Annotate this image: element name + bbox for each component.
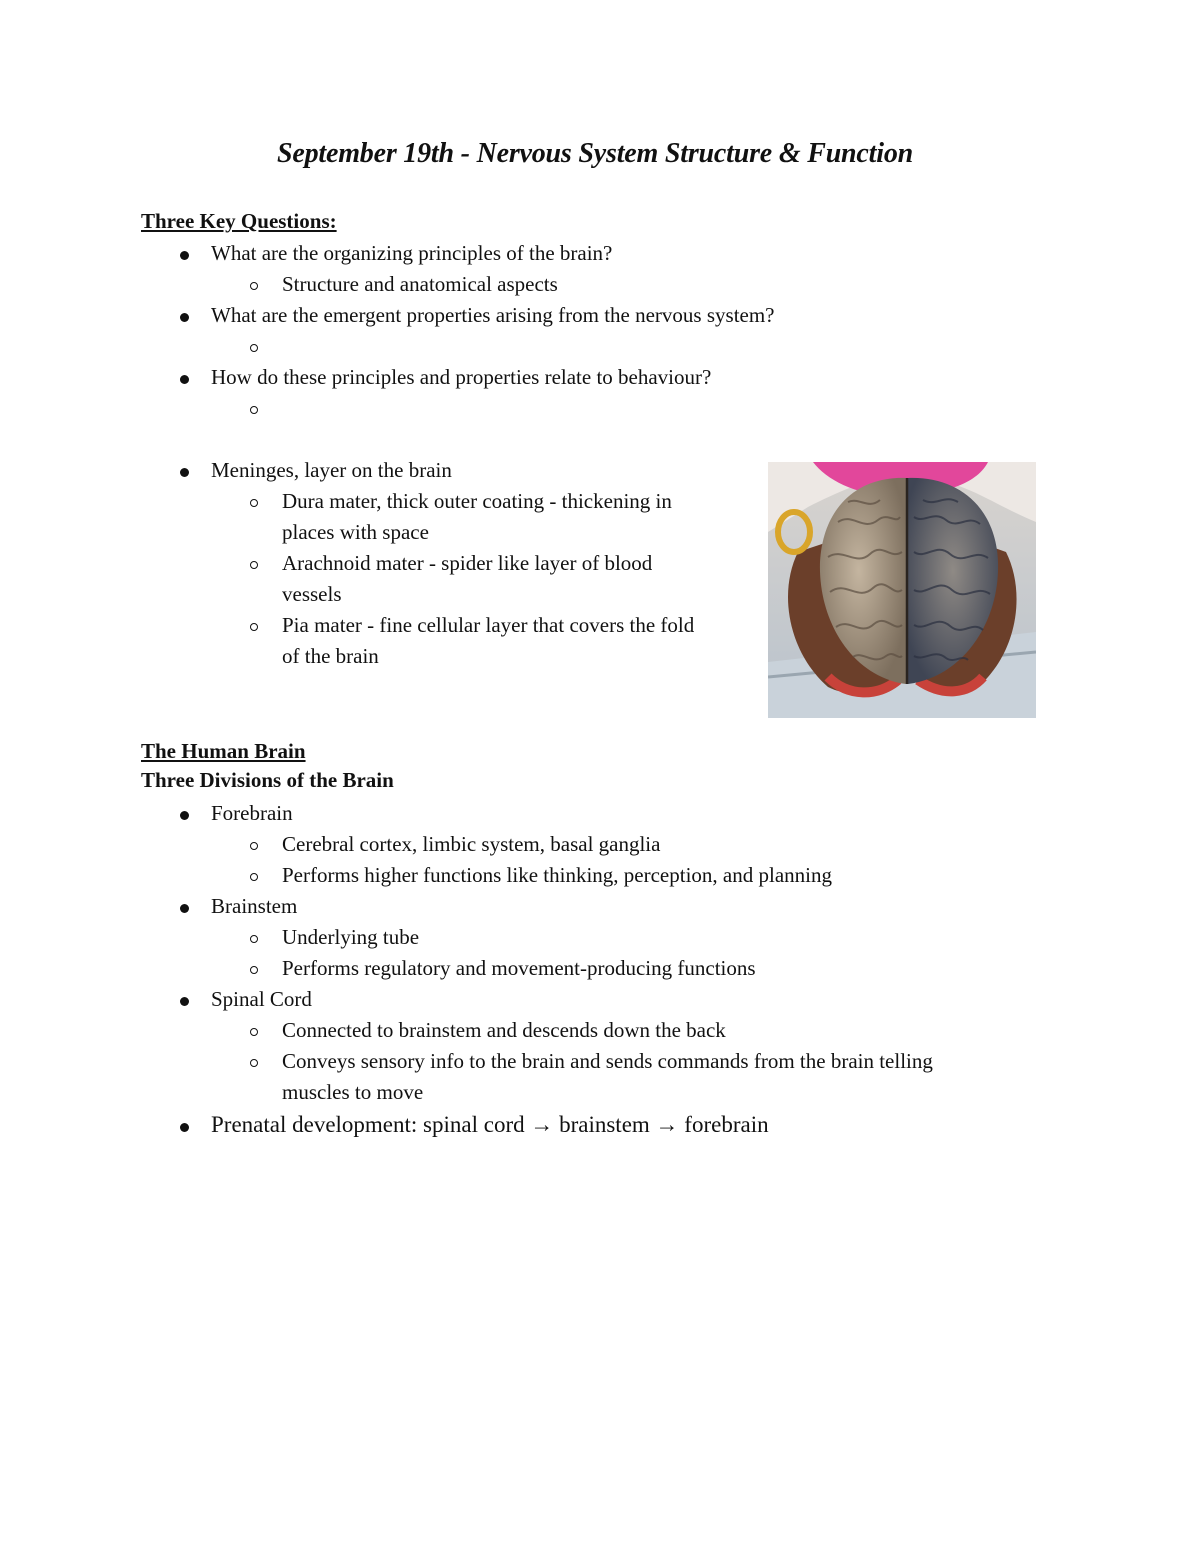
bullet-icon (180, 313, 189, 322)
question-1: What are the organizing principles of the brain? (211, 241, 613, 265)
brain-photo-icon (768, 462, 1036, 718)
spinal-cord-item: Spinal Cord (211, 987, 312, 1011)
forebrain-item: Forebrain (211, 801, 293, 825)
spinal-cord-sub-2-cont: muscles to move (282, 1080, 424, 1104)
pia-mater-line-1: Pia mater - fine cellular layer that covers the fold (282, 613, 695, 637)
sub-bullet-icon (250, 1028, 258, 1036)
page-title: September 19th - Nervous System Structure & Function (277, 138, 913, 169)
bullet-icon (180, 997, 189, 1006)
sub-bullet-icon (250, 1059, 258, 1067)
human-brain-heading: The Human Brain (141, 739, 306, 763)
spinal-cord-sub-1: Connected to brainstem and descends down the back (282, 1018, 726, 1042)
sub-bullet-icon (250, 499, 258, 507)
question-3: How do these principles and properties relate to behaviour? (211, 365, 712, 389)
brainstem-sub-2: Performs regulatory and movement-producing functions (282, 956, 756, 980)
sub-bullet-icon (250, 842, 258, 850)
sub-bullet-icon (250, 561, 258, 569)
prenatal-development: Prenatal development: spinal cord → brainstem → forebrain (211, 1112, 769, 1137)
question-1-sub: Structure and anatomical aspects (282, 272, 558, 296)
sub-bullet-icon (250, 873, 258, 881)
forebrain-sub-1: Cerebral cortex, limbic system, basal ganglia (282, 832, 661, 856)
sub-bullet-icon (250, 406, 258, 414)
bullet-icon (180, 251, 189, 260)
forebrain-sub-2: Performs higher functions like thinking, perception, and planning (282, 863, 832, 887)
sub-bullet-icon (250, 935, 258, 943)
dura-mater-line-1: Dura mater, thick outer coating - thickening in (282, 489, 672, 513)
sub-bullet-icon (250, 623, 258, 631)
pia-mater-line-2: of the brain (282, 644, 379, 668)
bullet-icon (180, 904, 189, 913)
arachnoid-line-2: vessels (282, 582, 342, 606)
bullet-icon (180, 468, 189, 477)
bullet-icon (180, 1123, 189, 1132)
brainstem-sub-1: Underlying tube (282, 925, 420, 949)
key-questions-heading: Three Key Questions: (141, 209, 337, 233)
bullet-icon (180, 811, 189, 820)
brainstem-item: Brainstem (211, 894, 298, 918)
spinal-cord-sub-2: Conveys sensory info to the brain and sends commands from the brain telling (282, 1049, 933, 1073)
bullet-icon (180, 375, 189, 384)
sub-bullet-icon (250, 966, 258, 974)
dura-mater-line-2: places with space (282, 520, 429, 544)
question-2: What are the emergent properties arising from the nervous system? (211, 303, 775, 327)
meninges-item: Meninges, layer on the brain (211, 458, 452, 482)
sub-bullet-icon (250, 282, 258, 290)
brain-photo (768, 462, 1036, 718)
divisions-subheading: Three Divisions of the Brain (141, 768, 394, 792)
arachnoid-line-1: Arachnoid mater - spider like layer of blood (282, 551, 653, 575)
sub-bullet-icon (250, 344, 258, 352)
